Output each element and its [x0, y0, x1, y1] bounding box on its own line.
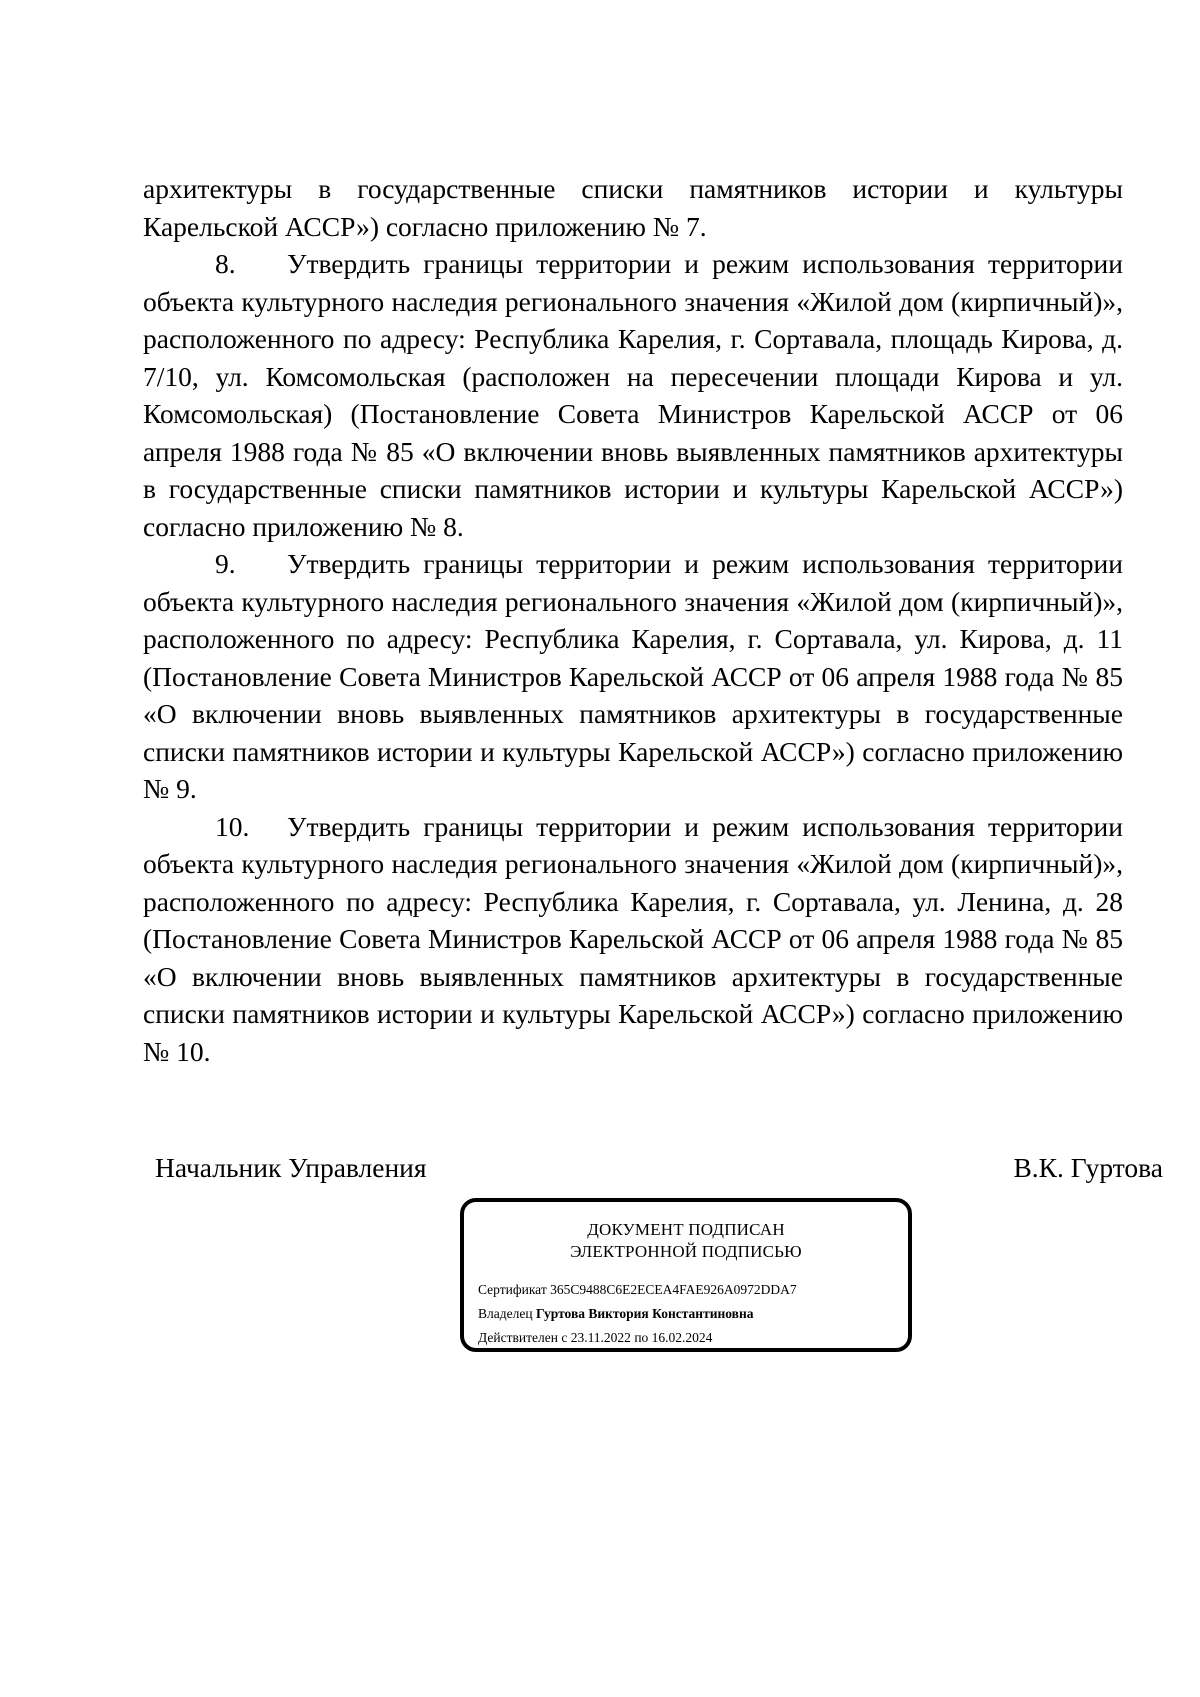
stamp-certificate-line	[478, 1281, 797, 1299]
intro-paragraph: архитектуры в государственные списки памятников истории и культуры Карельской АССР») согласно приложению № 7.	[143, 173, 1123, 242]
item-9-text: Утвердить границы территории и режим использования территории объекта культурного наследия регионального значения «Жилой дом (кирпичный)», расположенного по адресу: Республика Карелия, г. Сортавала, ул. Кирова, д. 11 (Постановление Совета Министров Карельской АССР от 06 апреля 1988 года № 85 «О включении вновь выявленных памятников архитектуры в государственные списки памятников истории и культуры Карельской АССР») согласно приложению № 9.	[143, 548, 1123, 804]
item-9-number: 9.	[215, 548, 236, 579]
validity-to-date: 16.02.2024	[651, 1330, 713, 1345]
validity-to-label: по	[634, 1330, 649, 1345]
item-9-paragraph	[143, 545, 1123, 808]
owner-label: Владелец	[478, 1306, 533, 1321]
signatory-name: В.К. Гуртова	[1013, 1152, 1163, 1183]
document-body	[143, 170, 1123, 1070]
stamp-heading	[464, 1219, 908, 1263]
validity-label: Действителен	[478, 1330, 558, 1345]
electronic-signature-stamp	[460, 1198, 912, 1352]
validity-from-label: с	[561, 1330, 568, 1345]
item-8-number: 8.	[215, 248, 236, 279]
signatory-position: Начальник Управления	[155, 1152, 427, 1183]
certificate-value: 365C9488C6E2ECEA4FAE926A0972DDA7	[550, 1282, 797, 1297]
item-10-number: 10.	[215, 810, 250, 842]
validity-from-date: 23.11.2022	[570, 1330, 631, 1345]
owner-value: Гуртова Виктория Константиновна	[535, 1306, 754, 1321]
stamp-heading-line-2: ЭЛЕКТРОННОЙ ПОДПИСЬЮ	[570, 1242, 802, 1261]
item-8-paragraph	[143, 245, 1123, 545]
stamp-owner-line	[478, 1305, 754, 1323]
item-8-text: Утвердить границы территории и режим использования территории объекта культурного наследия регионального значения «Жилой дом (кирпичный)», расположенного по адресу: Республика Карелия, г. Сортавала, площадь Кирова, д. 7/10, ул. Комсомольская (расположен на пересечении площади Кирова и ул. Комсомольская) (Постановление Совета Министров Карельской АССР от 06 апреля 1988 года № 85 «О включении вновь выявленных памятников архитектуры в государственные списки памятников истории и культуры Карельской АССР») согласно приложению № 8.	[143, 248, 1123, 542]
certificate-label: Сертификат	[478, 1282, 547, 1297]
item-10-text: Утвердить границы территории и режим использования территории объекта культурного наследия регионального значения «Жилой дом (кирпичный)», расположенного по адресу: Республика Карелия, г. Сортавала, ул. Ленина, д. 28 (Постановление Совета Министров Карельской АССР от 06 апреля 1988 года № 85 «О включении вновь выявленных памятников архитектуры в государственные списки памятников истории и культуры Карельской АССР») согласно приложению № 10.	[143, 810, 1123, 1067]
item-10-paragraph	[143, 808, 1123, 1071]
stamp-heading-line-1: ДОКУМЕНТ ПОДПИСАН	[587, 1220, 785, 1239]
stamp-validity-line	[478, 1329, 712, 1347]
